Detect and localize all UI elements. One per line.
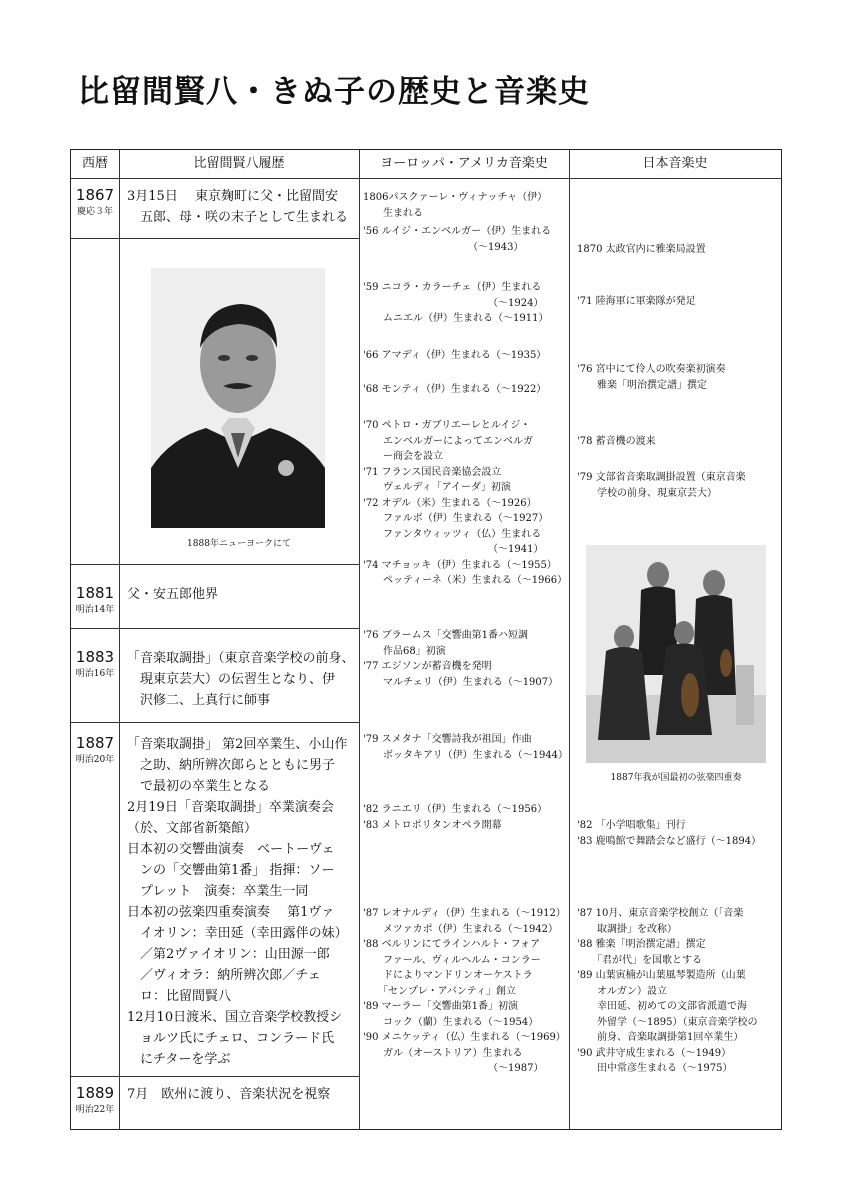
bio-line: 現東京芸大）の伝習生となり、伊	[127, 672, 336, 687]
japan-line: '88 雅楽「明治撰定譜」撰定	[577, 939, 706, 950]
bio-line: イオリン：幸田延（幸田露伴の妹）	[127, 926, 348, 941]
western-line: ガル（オーストリア）生まれる	[363, 1047, 523, 1059]
bio-line: ／ヴィオラ：納所辨次郎／チェ	[127, 968, 321, 983]
japan-line: 前身、音楽取調掛第1回卒業生）	[577, 1032, 744, 1043]
western-entry-87	[363, 906, 566, 1077]
bio-line: 五郎、母・咲の末子として生まれる	[127, 210, 349, 225]
western-line: エンベルガーによってエンベルガ	[363, 435, 533, 447]
year-number: 1887	[75, 734, 115, 752]
western-line: '89 マーラー「交響曲第1番」初演	[363, 1001, 519, 1012]
portrait-image	[151, 268, 325, 528]
japan-entry-71	[577, 294, 696, 310]
japan-entry-78	[577, 434, 656, 450]
bio-line: にチターを学ぶ	[127, 1052, 231, 1067]
bio-line: 「音楽取調掛」 第2回卒業生、小山作	[127, 737, 348, 752]
quartet-caption: 1887年我が国最初の弦楽四重奏	[610, 773, 742, 783]
biography-1881	[127, 584, 218, 605]
era-name: 明治16年	[75, 669, 115, 679]
bio-line: 日本初の弦楽四重奏演奏 第1ヴァ	[127, 905, 335, 920]
western-line: '79 スメタナ「交響詩我が祖国」作曲	[363, 734, 532, 745]
header-biography: 比留間賢八履歴	[193, 156, 285, 171]
header-japanese-history: 日本音楽史	[642, 156, 708, 171]
history-table	[70, 149, 782, 1130]
japan-entry-82	[577, 818, 761, 849]
bio-line: で最初の卒業生となる	[127, 779, 271, 794]
japan-entry-1870	[577, 242, 706, 258]
japan-line: 「君が代」を国歌とする	[577, 954, 702, 966]
western-line: （〜1941）	[363, 544, 544, 555]
japan-line: 雅楽「明治撰定譜」撰定	[577, 379, 707, 391]
bio-line: 2月19日「音楽取調掛」卒業演奏会	[127, 800, 334, 815]
header-year: 西暦	[81, 156, 108, 171]
western-line: （〜1943）	[363, 241, 524, 253]
japan-entry-79	[577, 470, 746, 501]
year-1883	[71, 648, 119, 679]
western-line: '83 メトロポリタンオペラ開幕	[363, 819, 502, 831]
year-1889	[71, 1084, 119, 1115]
western-line: メツァカポ（伊）生まれる（〜1942）	[363, 923, 559, 935]
year-1867	[71, 186, 119, 217]
western-entry-68	[363, 382, 546, 398]
western-line: '76 ブラームス「交響曲第1番ハ短調	[363, 630, 529, 641]
western-line: '77 エジソンが蓄音機を発明	[363, 661, 492, 672]
japan-line: 学校の前身、現東京芸大）	[577, 487, 717, 499]
western-line: '66 アマディ（伊）生まれる（〜1935）	[363, 350, 547, 361]
western-line: 作品68」初演	[363, 645, 446, 657]
western-entry-1806	[363, 190, 547, 221]
japan-line: '87 10月、東京音楽学校創立（「音楽	[577, 908, 744, 919]
western-entry-82	[363, 802, 547, 833]
western-entry-56	[363, 224, 551, 255]
year-number: 1867	[75, 186, 115, 204]
bio-line: 7月 欧州に渡り、音楽状況を視察	[127, 1087, 331, 1102]
quartet-image	[586, 545, 766, 763]
western-line: '90 メニケッティ（仏）生まれる（〜1969）	[363, 1032, 566, 1043]
bio-line: 父・安五郎他界	[127, 587, 219, 602]
bio-line: ョルツ氏にチェロ、コンラード氏	[127, 1031, 335, 1046]
japan-line: 1870 太政官内に雅楽局設置	[577, 244, 706, 255]
japan-line: '82 「小学唱歌集」刊行	[577, 820, 686, 831]
portrait-caption: 1888年ニューヨークにて	[187, 539, 291, 549]
japan-line: 幸田延、初めての文部省派遣で海	[577, 1001, 747, 1012]
western-line: '87 レオナルディ（伊）生まれる（〜1912）	[363, 908, 566, 919]
japan-entry-76	[577, 362, 726, 393]
japan-line: '78 蓄音機の渡来	[577, 436, 656, 447]
bio-line: ロ：比留間賢八	[127, 989, 232, 1004]
bio-line: 日本初の交響曲演奏 ベートーヴェ	[127, 842, 335, 857]
western-entry-70	[363, 418, 567, 589]
western-line: ファンタウィッツィ（仏）生まれる	[363, 528, 542, 540]
western-line: '56 ルイジ・エンベルガー（伊）生まれる	[363, 226, 552, 237]
quartet-photo	[586, 545, 766, 763]
bio-line: 之助、納所辨次郎らとともに男子	[127, 758, 336, 773]
year-number: 1883	[75, 648, 115, 666]
japan-line: '76 宮中にて伶人の吹奏楽初演奏	[577, 364, 726, 375]
japan-entry-87	[577, 906, 757, 1077]
era-name: 明治22年	[75, 1105, 115, 1115]
bio-line: プレット 演奏：卒業生一同	[127, 884, 309, 899]
western-line: ムニエル（伊）生まれる（〜1911）	[363, 313, 549, 324]
western-entry-76	[363, 628, 558, 690]
page-title: 比留間賢八・きぬ子の歴史と音楽史	[78, 74, 590, 110]
japan-line: '79 文部省音楽取調掛設置（東京音楽	[577, 472, 746, 483]
bio-line: 「音楽取調掛」（東京音楽学校の前身、	[127, 651, 355, 666]
year-number: 1881	[75, 584, 115, 602]
era-name: 明治14年	[75, 605, 115, 615]
western-line: コック（蘭）生まれる（〜1954）	[363, 1016, 539, 1028]
japan-line: 取調掛」を改称）	[577, 923, 677, 935]
bio-line: 12月10日渡米、国立音楽学校教授シ	[127, 1010, 343, 1025]
bio-line: 沢修二、上真行に師事	[127, 693, 271, 708]
japan-line: オルガン）設立	[577, 985, 667, 997]
japan-line: 田中常彦生まれる（〜1975）	[577, 1063, 733, 1074]
western-line: 「センプレ・アバンティ」創立	[363, 985, 516, 997]
year-1887	[71, 734, 119, 765]
portrait-photo	[151, 268, 325, 528]
bio-line: ／第2ヴァイオリン：山田源一郎	[127, 947, 330, 962]
western-line: ー商会を設立	[363, 451, 443, 462]
biography-1867	[127, 186, 348, 228]
western-line: 生まれる	[363, 207, 423, 219]
western-entry-59	[363, 280, 548, 327]
biography-1883	[127, 648, 355, 711]
western-line: '59 ニコラ・カラーチェ（伊）生まれる	[363, 282, 542, 293]
western-line: ファルボ（伊）生まれる（〜1927）	[363, 513, 549, 524]
era-name: 慶応３年	[76, 207, 113, 217]
japan-line: '90 武井守成生まれる（〜1949）	[577, 1047, 732, 1059]
western-line: '82 ラニエリ（伊）生まれる（〜1956）	[363, 804, 548, 815]
western-line: ドによりマンドリンオーケストラ	[363, 970, 533, 981]
western-line: '88 ベルリンにてラインハルト・フォア	[363, 939, 541, 950]
header-western-history: ヨーロッパ・アメリカ音楽史	[380, 156, 548, 171]
western-entry-66	[363, 348, 546, 364]
western-line: ボッタキアリ（伊）生まれる（〜1944）	[363, 749, 569, 761]
western-line: （〜1924）	[363, 297, 544, 309]
western-line: '70 ペトロ・ガブリエーレとルイジ・	[363, 420, 531, 431]
biography-1889	[127, 1084, 330, 1105]
biography-1887	[127, 734, 348, 1070]
western-entry-79	[363, 732, 568, 763]
year-1881	[71, 584, 119, 615]
japan-line: '71 陸海軍に軍楽隊が発足	[577, 296, 696, 307]
bio-line: 3月15日 東京麹町に父・比留間安	[127, 189, 338, 204]
western-line: ペッティーネ（米）生まれる（〜1966）	[363, 575, 568, 586]
western-line: '74 マチョッキ（伊）生まれる（〜1955）	[363, 559, 557, 571]
western-line: 1806パスクァーレ・ヴィナッチャ（伊）	[363, 192, 548, 203]
western-line: ファール、ヴィルヘルム・コンラー	[363, 954, 541, 966]
western-line: マルチェリ（伊）生まれる（〜1907）	[363, 676, 559, 688]
era-name: 明治20年	[75, 755, 115, 765]
year-number: 1889	[75, 1084, 115, 1102]
western-line: ヴェルディ「アイーダ」初演	[363, 482, 511, 493]
bio-line: ンの「交響曲第1番」 指揮：ソー	[127, 863, 335, 878]
western-line: （〜1987）	[363, 1063, 544, 1074]
western-line: '71 フランス国民音楽協会設立	[363, 466, 502, 478]
bio-line: （於、文部省新築館）	[127, 821, 258, 836]
western-line: '72 オデル（米）生まれる（〜1926）	[363, 497, 537, 509]
japan-line: 外留学（〜1895）（東京音楽学校の	[577, 1016, 758, 1028]
japan-line: '83 鹿鳴館で舞踏会など盛行（〜1894）	[577, 835, 762, 847]
western-line: '68 モンティ（伊）生まれる（〜1922）	[363, 384, 547, 395]
japan-line: '89 山葉寅楠が山葉風琴製造所（山葉	[577, 970, 746, 981]
